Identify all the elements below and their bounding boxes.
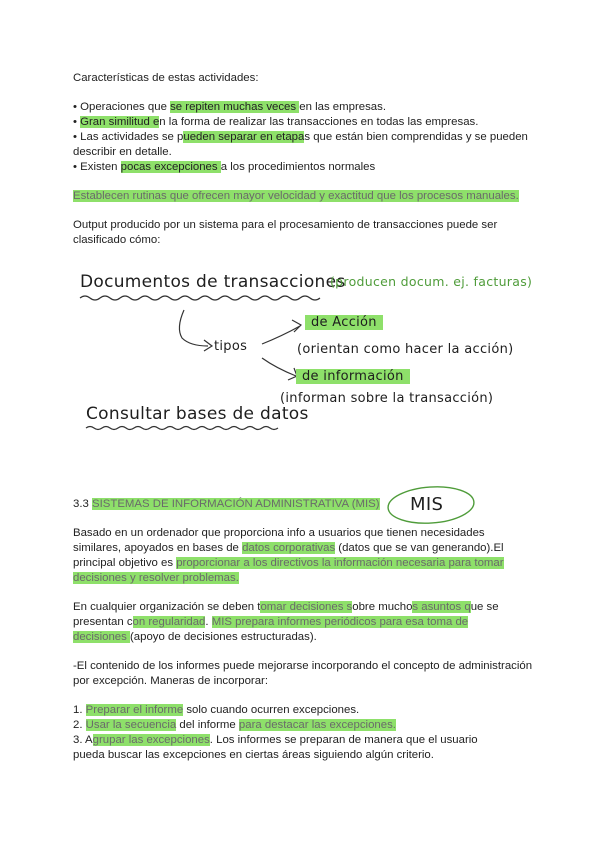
highlight-sentence: Establecen rutinas que ofrecen mayor velocidad y exactitud que los procesos manuales. bbox=[73, 190, 519, 202]
notes-bottom: Consultar bases de datos bbox=[86, 404, 309, 424]
type-action-note: (orientan como hacer la acción) bbox=[297, 342, 514, 357]
bullet-2: • Gran similitud en la forma de realizar las transacciones en todas las empresas. bbox=[73, 116, 479, 128]
mis-para-1: Basado en un ordenador que proporciona info a usuarios que tienen necesidades similares, apoyados en bases de datos corporativas (datos que se van generando).El principal objetivo es proporcionar a los directivos la información necesaria para tomar decisiones y resolver problemas. bbox=[73, 527, 504, 584]
bullet-3: • Las actividades se pueden separar en etapas que están bien comprendidas y se pueden describir en detalle. bbox=[73, 131, 528, 158]
mis-list-2: 2. Usar la secuencia del informe para destacar las excepciones. bbox=[73, 719, 396, 731]
mis-heading: 3.3 SISTEMAS DE INFORMACIÓN ADMINISTRATIVA (MIS) bbox=[73, 498, 380, 510]
mis-list-1: 1. Preparar el informe solo cuando ocurren excepciones. bbox=[73, 704, 360, 716]
bullet-4: • Existen pocas excepciones a los procedimientos normales bbox=[73, 161, 376, 173]
output-text: Output producido por un sistema para el procesamiento de transacciones puede ser clasificado cómo: bbox=[73, 219, 498, 246]
mis-para-3: -El contenido de los informes puede mejorarse incorporando el concepto de administración por excepción. Maneras de incorporar: bbox=[73, 660, 533, 687]
notes-title-note: (producen docum. ej. facturas) bbox=[330, 274, 533, 289]
intro-heading: Características de estas actividades: bbox=[73, 72, 259, 84]
notes-title: Documentos de transacciones bbox=[80, 272, 346, 292]
types-label: tipos bbox=[214, 339, 248, 354]
type-action: de Acción bbox=[305, 315, 383, 330]
mis-label: MIS bbox=[410, 494, 444, 515]
bullet-1: • Operaciones que se repiten muchas veces en las empresas. bbox=[73, 101, 386, 113]
mis-para-2: En cualquier organización se deben tomar decisiones sobre muchos asuntos que se presentan con regularidad. MIS prepara informes periódicos para esa toma de decisiones (apoyo de decisiones estructuradas). bbox=[73, 601, 499, 643]
mis-list-3: 3. Agrupar las excepciones. Los informes se preparan de manera que el usuario pueda buscar las excepciones en ciertas áreas siguiendo algún criterio. bbox=[73, 734, 478, 761]
type-info-note: (informan sobre la transacción) bbox=[280, 391, 494, 406]
type-info: de información bbox=[296, 369, 410, 384]
